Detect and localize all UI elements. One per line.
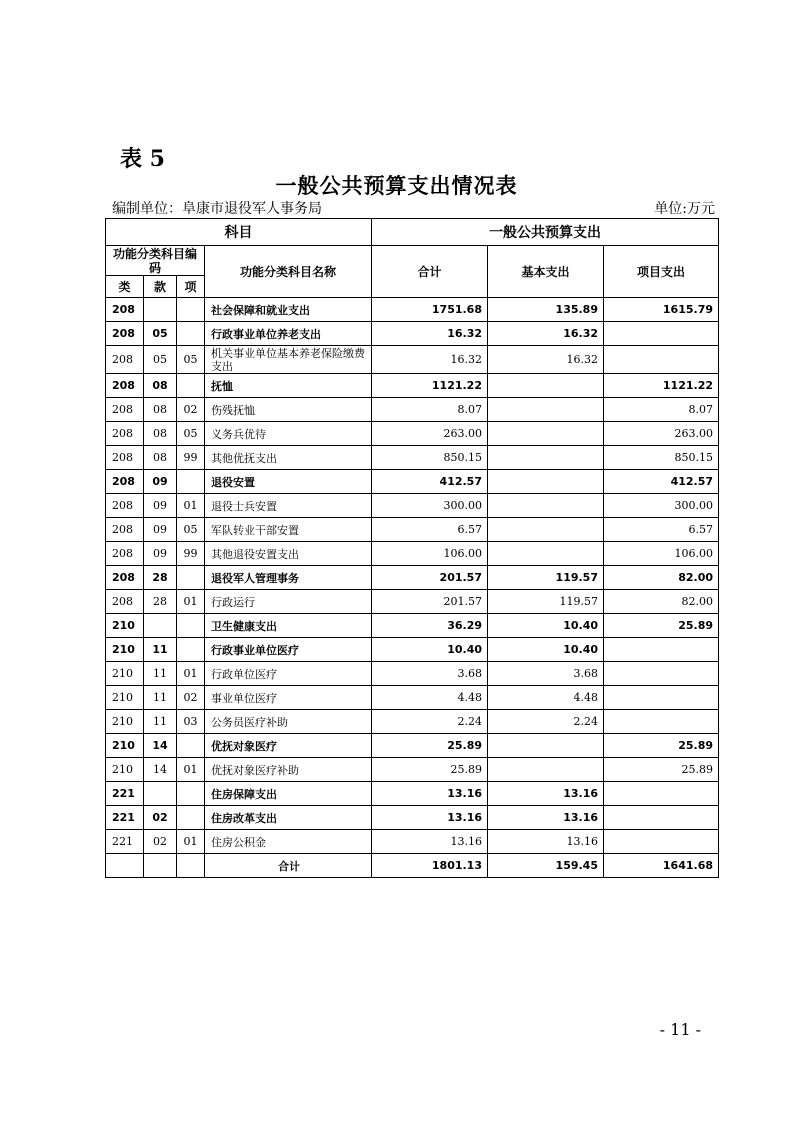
table-row [106, 346, 719, 374]
cell-xiang [177, 638, 205, 662]
table-row [106, 494, 719, 518]
cell-total: 4.48 [372, 686, 488, 710]
cell-basic: 119.57 [488, 590, 604, 614]
cell-lei: 208 [106, 542, 144, 566]
cell-xiang [177, 374, 205, 398]
cell-name: 退役安置 [205, 470, 372, 494]
cell-kuan: 11 [144, 662, 177, 686]
cell-project [604, 830, 719, 854]
cell-total: 36.29 [372, 614, 488, 638]
cell-name: 义务兵优待 [205, 422, 372, 446]
cell-empty [144, 854, 177, 878]
table-row [106, 590, 719, 614]
cell-lei: 208 [106, 346, 144, 374]
cell-xiang: 01 [177, 830, 205, 854]
total-name: 合计 [205, 854, 372, 878]
cell-xiang: 05 [177, 518, 205, 542]
table-row [106, 566, 719, 590]
cell-lei: 210 [106, 638, 144, 662]
cell-total: 25.89 [372, 734, 488, 758]
cell-project: 263.00 [604, 422, 719, 446]
table-row [106, 614, 719, 638]
cell-total: 3.68 [372, 662, 488, 686]
cell-kuan: 09 [144, 494, 177, 518]
cell-xiang [177, 806, 205, 830]
cell-lei: 210 [106, 758, 144, 782]
cell-kuan: 02 [144, 830, 177, 854]
total-total: 1801.13 [372, 854, 488, 878]
cell-project: 1615.79 [604, 298, 719, 322]
cell-total: 201.57 [372, 590, 488, 614]
table-body [106, 298, 719, 878]
cell-name: 住房改革支出 [205, 806, 372, 830]
table-row [106, 686, 719, 710]
table-row [106, 446, 719, 470]
table-row [106, 422, 719, 446]
table-row [106, 298, 719, 322]
cell-xiang [177, 322, 205, 346]
table-row [106, 806, 719, 830]
cell-basic [488, 758, 604, 782]
cell-lei: 208 [106, 518, 144, 542]
cell-total: 25.89 [372, 758, 488, 782]
cell-name: 住房保障支出 [205, 782, 372, 806]
header-basic: 基本支出 [488, 246, 604, 298]
total-row [106, 854, 719, 878]
cell-basic: 16.32 [488, 322, 604, 346]
cell-total: 10.40 [372, 638, 488, 662]
header-lei: 类 [106, 276, 144, 298]
cell-kuan: 09 [144, 542, 177, 566]
cell-xiang: 05 [177, 422, 205, 446]
cell-name: 住房公积金 [205, 830, 372, 854]
cell-total: 13.16 [372, 782, 488, 806]
cell-total: 300.00 [372, 494, 488, 518]
cell-project [604, 322, 719, 346]
cell-project [604, 710, 719, 734]
cell-basic: 10.40 [488, 638, 604, 662]
cell-basic [488, 542, 604, 566]
cell-basic: 13.16 [488, 806, 604, 830]
cell-kuan: 08 [144, 398, 177, 422]
cell-name: 行政单位医疗 [205, 662, 372, 686]
cell-kuan: 11 [144, 710, 177, 734]
cell-kuan: 28 [144, 590, 177, 614]
cell-lei: 210 [106, 710, 144, 734]
cell-project [604, 686, 719, 710]
cell-name: 其他优抚支出 [205, 446, 372, 470]
cell-project [604, 806, 719, 830]
cell-name: 卫生健康支出 [205, 614, 372, 638]
cell-basic: 2.24 [488, 710, 604, 734]
cell-project: 25.89 [604, 758, 719, 782]
cell-kuan: 05 [144, 346, 177, 374]
table-row [106, 374, 719, 398]
cell-xiang: 99 [177, 542, 205, 566]
cell-lei: 221 [106, 830, 144, 854]
cell-kuan: 14 [144, 734, 177, 758]
cell-lei: 210 [106, 734, 144, 758]
cell-kuan: 08 [144, 446, 177, 470]
table-row [106, 322, 719, 346]
cell-project: 8.07 [604, 398, 719, 422]
cell-total: 13.16 [372, 806, 488, 830]
cell-kuan [144, 298, 177, 322]
cell-xiang: 01 [177, 758, 205, 782]
cell-total: 201.57 [372, 566, 488, 590]
table-row [106, 470, 719, 494]
cell-name: 优抚对象医疗补助 [205, 758, 372, 782]
cell-lei: 208 [106, 566, 144, 590]
cell-xiang: 02 [177, 398, 205, 422]
cell-lei: 210 [106, 662, 144, 686]
cell-lei: 208 [106, 398, 144, 422]
cell-total: 16.32 [372, 346, 488, 374]
table-row [106, 734, 719, 758]
table-row [106, 638, 719, 662]
cell-xiang [177, 734, 205, 758]
cell-basic: 10.40 [488, 614, 604, 638]
cell-total: 263.00 [372, 422, 488, 446]
cell-project: 25.89 [604, 734, 719, 758]
cell-kuan: 14 [144, 758, 177, 782]
cell-basic [488, 446, 604, 470]
header-name: 功能分类科目名称 [205, 246, 372, 298]
header-project: 项目支出 [604, 246, 719, 298]
cell-total: 13.16 [372, 830, 488, 854]
cell-kuan: 09 [144, 518, 177, 542]
cell-basic [488, 494, 604, 518]
compiling-unit: 编制单位：阜康市退役军人事务局 [112, 201, 322, 217]
cell-basic [488, 470, 604, 494]
page-title: 一般公共预算支出情况表 [275, 173, 518, 198]
table-row [106, 662, 719, 686]
cell-project [604, 638, 719, 662]
table-row [106, 518, 719, 542]
cell-xiang: 02 [177, 686, 205, 710]
cell-lei: 208 [106, 422, 144, 446]
total-project: 1641.68 [604, 854, 719, 878]
cell-total: 1121.22 [372, 374, 488, 398]
cell-lei: 208 [106, 470, 144, 494]
table-row [106, 710, 719, 734]
cell-xiang [177, 782, 205, 806]
cell-name: 其他退役安置支出 [205, 542, 372, 566]
cell-total: 6.57 [372, 518, 488, 542]
cell-project: 25.89 [604, 614, 719, 638]
cell-name: 行政运行 [205, 590, 372, 614]
cell-name: 优抚对象医疗 [205, 734, 372, 758]
cell-basic: 135.89 [488, 298, 604, 322]
cell-lei: 208 [106, 494, 144, 518]
cell-kuan [144, 614, 177, 638]
cell-project: 82.00 [604, 590, 719, 614]
page-number: - 11 - [659, 1020, 701, 1039]
cell-basic [488, 734, 604, 758]
total-basic: 159.45 [488, 854, 604, 878]
cell-total: 850.15 [372, 446, 488, 470]
table-row [106, 758, 719, 782]
cell-project: 412.57 [604, 470, 719, 494]
cell-lei: 208 [106, 298, 144, 322]
cell-kuan: 08 [144, 374, 177, 398]
cell-xiang [177, 614, 205, 638]
cell-project [604, 782, 719, 806]
cell-lei: 208 [106, 590, 144, 614]
cell-kuan: 02 [144, 806, 177, 830]
cell-xiang: 01 [177, 662, 205, 686]
cell-name: 退役军人管理事务 [205, 566, 372, 590]
cell-xiang: 99 [177, 446, 205, 470]
cell-project: 1121.22 [604, 374, 719, 398]
cell-xiang [177, 298, 205, 322]
cell-xiang: 05 [177, 346, 205, 374]
cell-xiang: 01 [177, 494, 205, 518]
cell-name: 军队转业干部安置 [205, 518, 372, 542]
cell-basic [488, 398, 604, 422]
cell-project: 850.15 [604, 446, 719, 470]
cell-name: 行政事业单位养老支出 [205, 322, 372, 346]
cell-name: 机关事业单位基本养老保险缴费支出 [205, 346, 372, 374]
cell-xiang [177, 566, 205, 590]
cell-kuan: 11 [144, 638, 177, 662]
cell-name: 伤残抚恤 [205, 398, 372, 422]
cell-total: 8.07 [372, 398, 488, 422]
header-total: 合计 [372, 246, 488, 298]
cell-basic [488, 422, 604, 446]
cell-xiang [177, 470, 205, 494]
cell-kuan: 08 [144, 422, 177, 446]
cell-empty [106, 854, 144, 878]
cell-lei: 210 [106, 686, 144, 710]
table-row [106, 830, 719, 854]
table-row [106, 398, 719, 422]
header-xiang: 项 [177, 276, 205, 298]
cell-basic: 3.68 [488, 662, 604, 686]
cell-name: 抚恤 [205, 374, 372, 398]
header-subject: 科目 [106, 219, 372, 246]
header-kuan: 款 [144, 276, 177, 298]
cell-name: 事业单位医疗 [205, 686, 372, 710]
cell-project [604, 346, 719, 374]
cell-project: 6.57 [604, 518, 719, 542]
header-code-group: 功能分类科目编码 [106, 246, 205, 276]
cell-basic [488, 518, 604, 542]
cell-name: 退役士兵安置 [205, 494, 372, 518]
cell-empty [177, 854, 205, 878]
cell-kuan: 28 [144, 566, 177, 590]
cell-project: 300.00 [604, 494, 719, 518]
cell-basic: 16.32 [488, 346, 604, 374]
cell-xiang: 03 [177, 710, 205, 734]
table-label: 表 5 [120, 146, 165, 172]
cell-total: 16.32 [372, 322, 488, 346]
cell-lei: 221 [106, 806, 144, 830]
cell-total: 106.00 [372, 542, 488, 566]
cell-lei: 208 [106, 374, 144, 398]
cell-basic: 119.57 [488, 566, 604, 590]
header-budget: 一般公共预算支出 [372, 219, 719, 246]
cell-total: 1751.68 [372, 298, 488, 322]
budget-expenditure-table [105, 218, 719, 878]
cell-total: 412.57 [372, 470, 488, 494]
cell-lei: 221 [106, 782, 144, 806]
cell-lei: 208 [106, 322, 144, 346]
cell-basic: 4.48 [488, 686, 604, 710]
cell-total: 2.24 [372, 710, 488, 734]
cell-name: 社会保障和就业支出 [205, 298, 372, 322]
table-row [106, 782, 719, 806]
cell-kuan: 11 [144, 686, 177, 710]
cell-project [604, 662, 719, 686]
cell-project: 106.00 [604, 542, 719, 566]
cell-basic: 13.16 [488, 830, 604, 854]
cell-name: 行政事业单位医疗 [205, 638, 372, 662]
currency-unit: 单位:万元 [654, 201, 715, 217]
cell-kuan: 05 [144, 322, 177, 346]
cell-basic: 13.16 [488, 782, 604, 806]
cell-xiang: 01 [177, 590, 205, 614]
cell-project: 82.00 [604, 566, 719, 590]
cell-kuan [144, 782, 177, 806]
cell-lei: 208 [106, 446, 144, 470]
cell-basic [488, 374, 604, 398]
cell-lei: 210 [106, 614, 144, 638]
cell-kuan: 09 [144, 470, 177, 494]
table-row [106, 542, 719, 566]
cell-name: 公务员医疗补助 [205, 710, 372, 734]
